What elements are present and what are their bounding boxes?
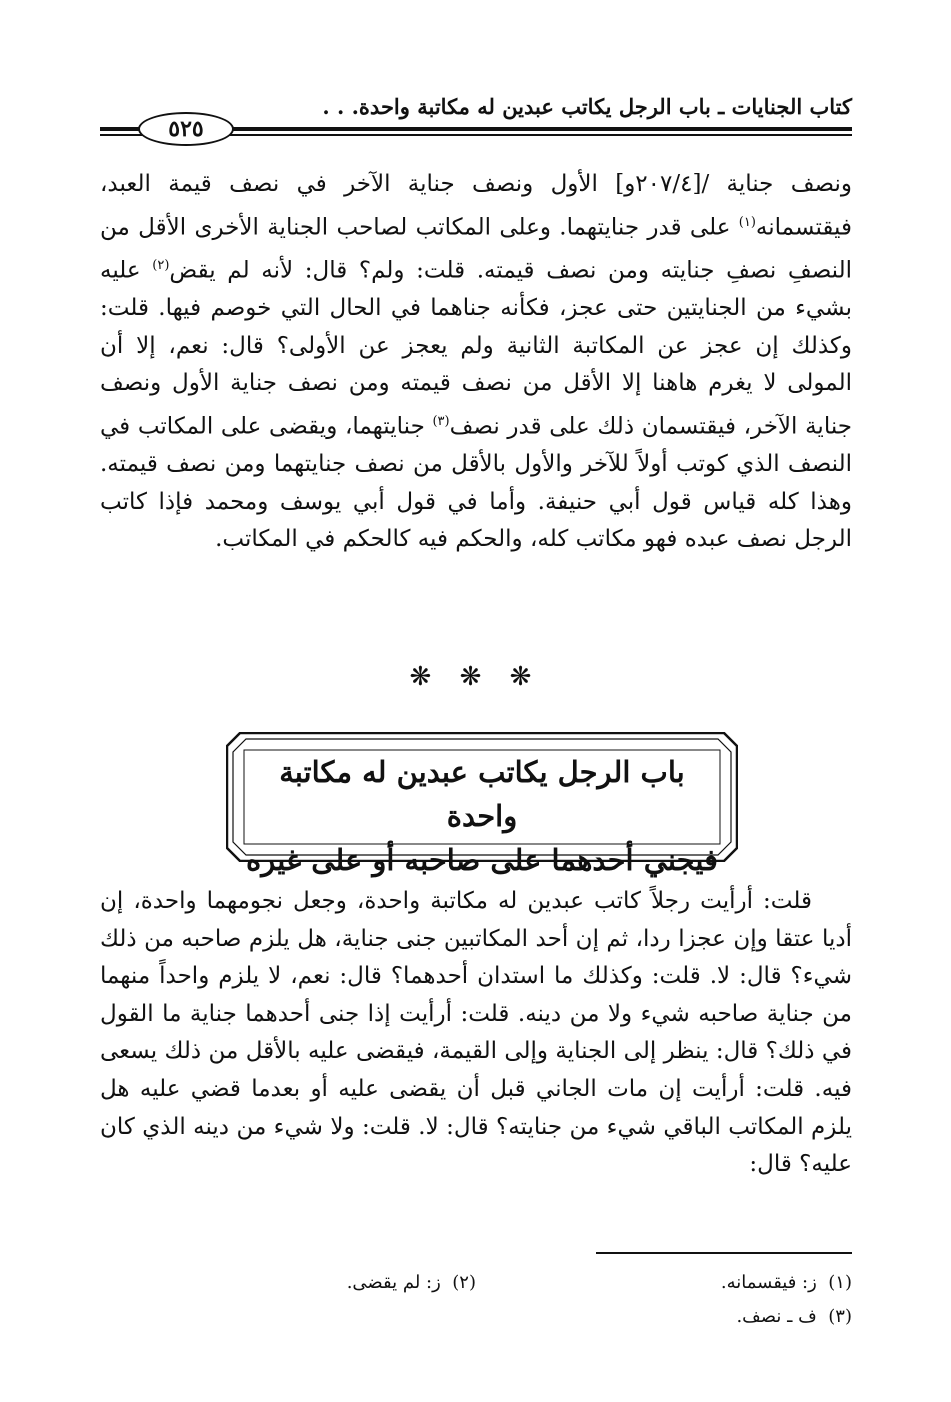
paragraph1-part3: عليه بشيء من الجنايتين حتى عجز، فكأنه جناهما في الحال التي خوصم فيها. قلت: وكذلك إن عجز عن المكاتبة الثانية ولم يعجز عن الأولى؟ قال: نعم، إلا أن المولى لا يغرم هاهنا إلا الأقل من نصف قيمته ومن نصف جناية الأول ونصف جناية الآخر، فيقتسمان ذلك على قدر نصف: [100, 257, 852, 440]
footnote-1-text: ز: فيقسمانه.: [720, 1272, 817, 1293]
chapter-title-line1: باب الرجل يكاتب عبدين له مكاتبة واحدة: [279, 755, 685, 833]
footnote-row: [100, 1300, 852, 1334]
chapter-title-line2: فيجني أحدهما على صاحبه أو على غيره: [246, 843, 718, 877]
section-separator: ❋ ❋ ❋: [409, 662, 542, 692]
footnotes: [100, 1266, 852, 1334]
paragraph1-part1: ونصف جناية /[٢٠٧/٤و] الأول ونصف جناية الآخر في نصف قيمة العبد، فيقتسمانه: [100, 171, 852, 241]
footnote-row: [100, 1266, 852, 1300]
footnote-3-text: ف ـ نصف.: [736, 1306, 817, 1327]
footnote-1-number: (١): [828, 1272, 852, 1293]
header-title: كتاب الجنايات ـ باب الرجل يكاتب عبدين له مكاتبة واحدة. . .: [322, 94, 852, 119]
footnote-ref-2: (٢): [152, 257, 170, 273]
footnote-2-number: (٢): [452, 1272, 476, 1293]
page-number: ٥٢٥: [138, 112, 234, 146]
footnote-2: [100, 1266, 476, 1300]
chapter-title: [244, 750, 720, 877]
footnote-ref-3: (٣): [432, 413, 450, 429]
footnote-3-number: (٣): [828, 1306, 852, 1327]
paragraph1-part2: على قدر جنايتهما. وعلى المكاتب لصاحب الجناية الأخرى الأقل من النصفِ نصفِ جنايته ومن نصف قيمته. قلت: ولم؟ قال: لأنه لم يقض: [100, 214, 852, 284]
footnote-rule: [596, 1252, 852, 1254]
footnote-ref-1: (١): [738, 214, 756, 230]
footnote-2-text: ز: لم يقضى.: [346, 1272, 441, 1293]
paragraph-continuation: [100, 166, 852, 559]
footnote-3: [476, 1300, 852, 1334]
footnote-1: [476, 1266, 852, 1300]
paragraph1-part4: جنايتهما، ويقضى على المكاتب في النصف الذي كوتب أولاً للآخر والأول بالأقل من نصف جنايتهما ومن نصف قيمته. وهذا كله قياس قول أبي حنيفة. وأما في قول أبي يوسف ومحمد فإذا كاتب الرجل نصف عبده فهو مكاتب كله، والحكم فيه كالحكم في المكاتب.: [100, 413, 852, 553]
paragraph-main: قلت: أرأيت رجلاً كاتب عبدين له مكاتبة واحدة، وجعل نجومهما واحدة، إن أديا عتقا وإن عجزا ردا، ثم إن أحد المكاتبين جنى جناية، هل يلزم صاحبه من ذلك شيء؟ قال: لا. قلت: وكذلك ما استدان أحدهما؟ قال: نعم، لا يلزم واحداً منهما من جناية صاحبه شيء ولا من دينه. قلت: أرأيت إذا جنى أحدهما جناية ما القول في ذلك؟ قال: ينظر إلى الجناية وإلى القيمة، فيقضى عليه بالأقل من ذلك يسعى فيه. قلت: أرأيت إن مات الجاني قبل أن يقضى عليه أو بعدما قضي عليه هل يلزم المكاتب الباقي شيء من جنايته؟ قال: لا. قلت: ولا شيء من دينه الذي كان عليه؟ قال:: [100, 888, 852, 1178]
